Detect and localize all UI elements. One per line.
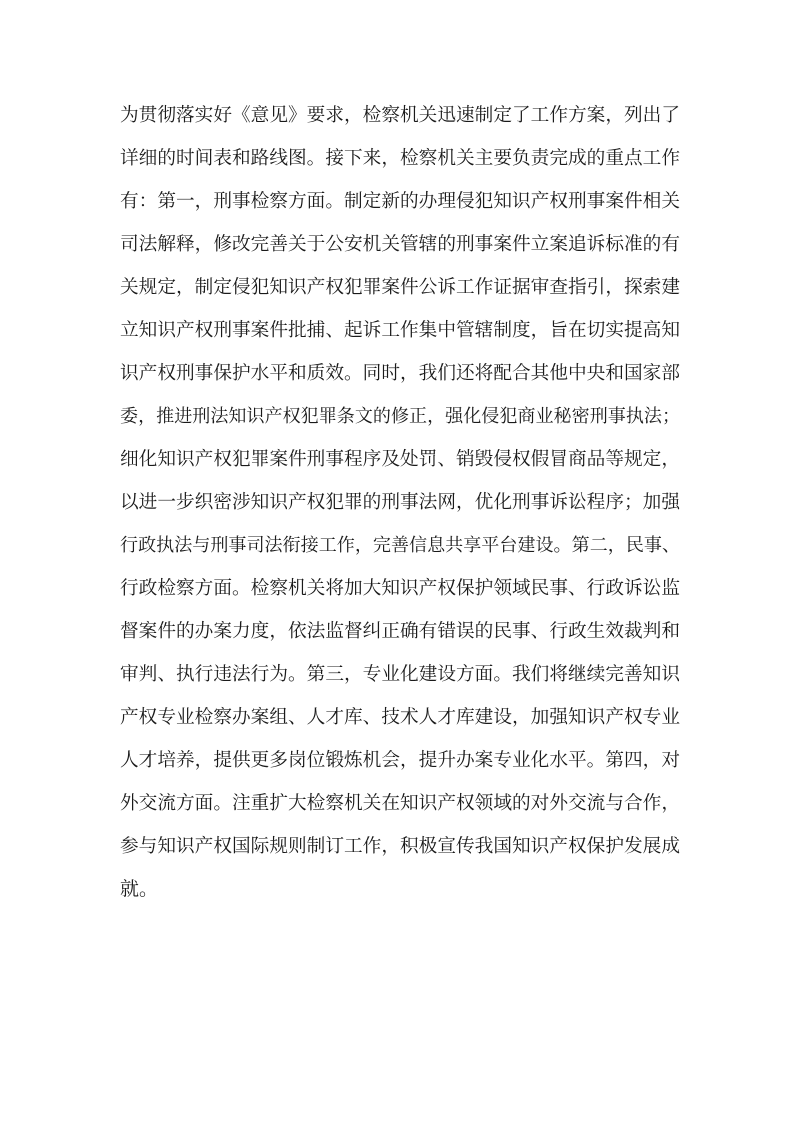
paragraph-line: 行政检察方面。检察机关将加大知识产权保护领域民事、行政诉讼监 xyxy=(120,578,680,599)
paragraph-line: 委，推进刑法知识产权犯罪条文的修正，强化侵犯商业秘密刑事执法； xyxy=(120,406,680,427)
paragraph-line: 关规定，制定侵犯知识产权犯罪案件公诉工作证据审查指引，探索建 xyxy=(120,277,680,298)
paragraph-line: 行政执法与刑事司法衔接工作，完善信息共享平台建设。第二，民事、 xyxy=(120,535,680,556)
paragraph-line: 参与知识产权国际规则制订工作，积极宣传我国知识产权保护发展成 xyxy=(120,836,680,857)
paragraph-line: 详细的时间表和路线图。接下来，检察机关主要负责完成的重点工作 xyxy=(120,148,680,169)
paragraph-line: 外交流方面。注重扩大检察机关在知识产权领域的对外交流与合作， xyxy=(120,793,680,814)
paragraph-line: 审判、执行违法行为。第三，专业化建设方面。我们将继续完善知识 xyxy=(120,664,680,685)
paragraph-line: 以进一步织密涉知识产权犯罪的刑事法网，优化刑事诉讼程序；加强 xyxy=(120,492,680,513)
paragraph-line: 识产权刑事保护水平和质效。同时，我们还将配合其他中央和国家部 xyxy=(120,363,680,384)
paragraph-line: 细化知识产权犯罪案件刑事程序及处罚、销毁侵权假冒商品等规定， xyxy=(120,449,680,470)
paragraph-line: 产权专业检察办案组、人才库、技术人才库建设，加强知识产权专业 xyxy=(120,707,680,728)
paragraph-line: 督案件的办案力度，依法监督纠正确有错误的民事、行政生效裁判和 xyxy=(120,621,680,642)
paragraph-line: 就。 xyxy=(120,878,159,900)
paragraph-line: 立知识产权刑事案件批捕、起诉工作集中管辖制度，旨在切实提高知 xyxy=(120,320,680,341)
paragraph-line: 为贯彻落实好《意见》要求，检察机关迅速制定了工作方案，列出了 xyxy=(120,105,680,126)
paragraph-line: 司法解释，修改完善关于公安机关管辖的刑事案件立案追诉标准的有 xyxy=(120,234,680,255)
paragraph-line: 有：第一，刑事检察方面。制定新的办理侵犯知识产权刑事案件相关 xyxy=(120,191,680,212)
body-paragraph xyxy=(120,94,680,911)
paragraph-line: 人才培养，提供更多岗位锻炼机会，提升办案专业化水平。第四，对 xyxy=(120,750,680,771)
